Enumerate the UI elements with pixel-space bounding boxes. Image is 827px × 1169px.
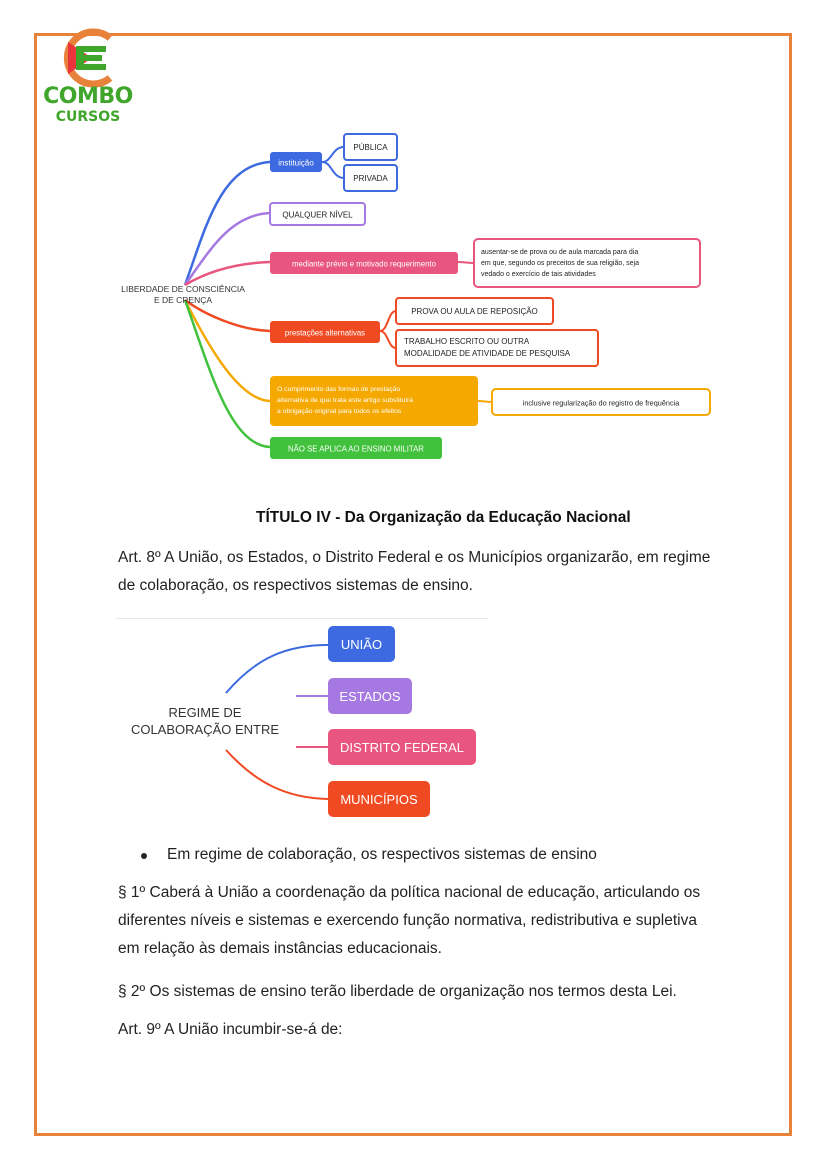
- node-trabalho: [396, 330, 598, 366]
- connector-municipios: [226, 750, 328, 799]
- node-trabalho-line2: MODALIDADE DE ATIVIDADE DE PESQUISA: [404, 349, 571, 358]
- node-cumprimento-line1: O cumprimento das formas de prestação: [277, 386, 401, 393]
- mm1-root-line2: E DE CRENÇA: [153, 295, 213, 305]
- node-publica-label: PÚBLICA: [353, 143, 388, 152]
- node-ausentar-line1: ausentar-se de prova ou de aula marcada para dia: [481, 249, 639, 256]
- mm2-root-line2: COLABORAÇÃO ENTRE: [130, 722, 280, 737]
- logo-word: COMBO: [43, 84, 133, 109]
- section-title: TÍTULO IV - Da Organização da Educação Nacional: [256, 509, 631, 526]
- logo-mark-icon: [58, 28, 120, 88]
- paragraph-2: § 2º Os sistemas de ensino terão liberdade de organização nos termos desta Lei.: [118, 983, 677, 1000]
- combo-cursos-logo: [38, 28, 138, 128]
- logo-sub: CURSOS: [55, 109, 121, 125]
- paragraph-1: [118, 879, 758, 963]
- node-distrito-label: DISTRITO FEDERAL: [339, 740, 465, 755]
- node-privada-label: PRIVADA: [353, 174, 388, 183]
- par1-line1: § 1º Caberá à União a coordenação da política nacional de educação, articulando os: [118, 884, 701, 901]
- node-inclusive-label: inclusive regularização do registro de frequência: [522, 398, 680, 408]
- node-instituicao-label: instituição: [278, 158, 314, 168]
- par1-line3: em relação às demais instâncias educacionais.: [118, 940, 442, 957]
- node-ausentar-line2: em que, segundo os preceitos de sua religião, seja: [481, 260, 639, 267]
- node-ausentar-line3: vedado o exercício de tais atividades: [481, 271, 596, 278]
- mm2-root-line1: REGIME DE: [168, 705, 242, 720]
- mindmap-regime: [116, 618, 488, 828]
- node-cumprimento-line3: a obrigação original para todos os efeitos: [277, 408, 402, 415]
- art9-paragraph: Art. 9º A União incumbir-se-á de:: [118, 1021, 343, 1038]
- node-mediante-label: mediante prévio e motivado requerimento: [292, 259, 436, 269]
- connector-uniao: [226, 645, 328, 693]
- connector-cumprimento: [185, 300, 270, 401]
- node-uniao-label: UNIÃO: [340, 637, 383, 652]
- node-cumprimento-line2: alternativa de que trata este artigo substituirá: [277, 397, 414, 404]
- art8-line1: Art. 8º A União, os Estados, o Distrito Federal e os Municípios organizarão, em regime: [118, 549, 711, 566]
- node-nao-aplica-label: NÃO SE APLICA AO ENSINO MILITAR: [288, 444, 424, 454]
- mm1-root-line1: LIBERDADE DE CONSCIÊNCIA: [121, 284, 245, 294]
- mindmap-liberdade: [100, 120, 740, 480]
- art8-line2: de colaboração, os respectivos sistemas de ensino.: [118, 577, 473, 594]
- art8-paragraph: [118, 544, 758, 600]
- node-trabalho-line1: TRABALHO ESCRITO OU OUTRA: [404, 337, 530, 346]
- node-estados-label: ESTADOS: [339, 689, 401, 704]
- node-qualquer-nivel-label: QUALQUER NÍVEL: [282, 210, 353, 220]
- bullet-dot: [141, 853, 147, 859]
- par1-line2: diferentes níveis e sistemas e exercendo função normativa, redistributiva e supletiva: [118, 912, 697, 929]
- bullet-text: Em regime de colaboração, os respectivos sistemas de ensino: [167, 846, 597, 863]
- node-municipios-label: MUNICÍPIOS: [340, 792, 418, 807]
- node-prestacoes-label: prestações alternativas: [284, 328, 366, 338]
- node-prova-reposicao-label: PROVA OU AULA DE REPOSIÇÃO: [411, 307, 538, 316]
